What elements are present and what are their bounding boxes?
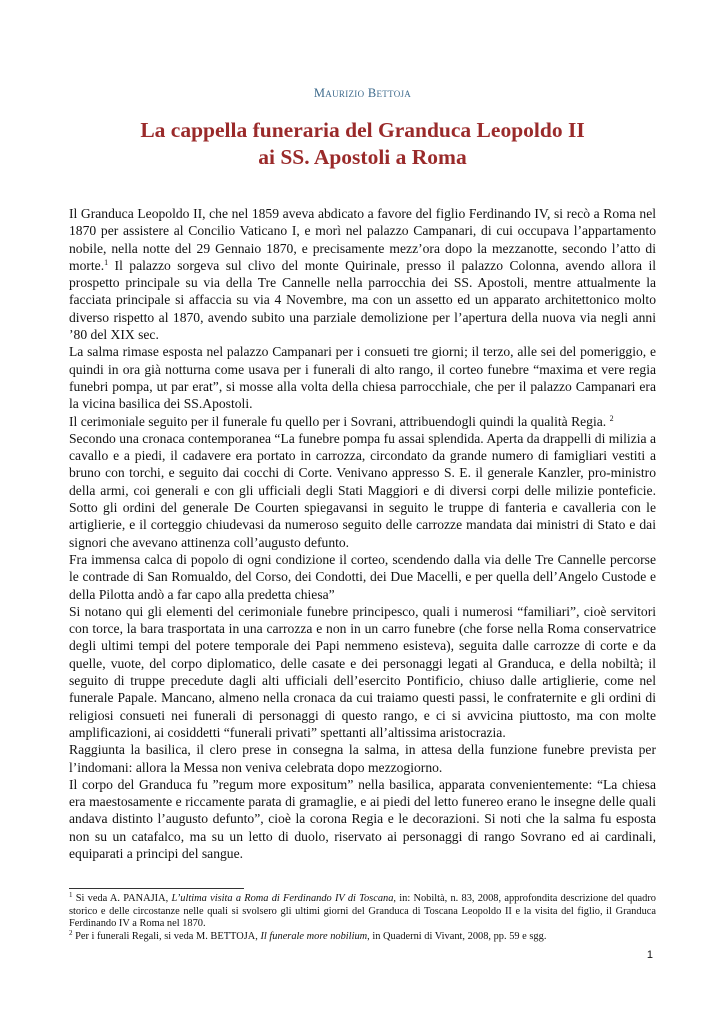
article-body	[69, 205, 656, 862]
footnote: $^2$ Per i funerali Regali, si veda M. BETTOJA, Il funerale more nobilium, in Quaderni di Vivant, 2008, pp. 59 e sgg.	[69, 928, 547, 942]
title-line-1: La cappella funeraria del Granduca Leopoldo II	[140, 118, 585, 142]
footnotes	[69, 893, 656, 943]
paragraph: La salma rimase esposta nel palazzo Campanari per i consueti tre giorni; il terzo, alle sei del pomeriggio, e quindi in ora già notturna come usava per i funerali di alto rango, il corteo funebre “maxima et vere regia funebri pompa, ut par erat”, si mosse alla volta della chiesa parrocchiale, che per il palazzo Campanari era la vicina basilica dei SS.Apostoli.	[69, 344, 656, 412]
paragraph: Si notano qui gli elementi del cerimoniale funebre principesco, quali i numerosi “familiari”, cioè servitori con torce, la bara trasportata in una carrozza e non in un carro funebre (che forse nella Roma conservatrice degli ultimi tempi del potere temporale dei Papi nemmeno esisteva), seguita dalle carrozze di corte e da quelle, vuote, del corpo diplomatico, delle casate e dei personaggi legati al Granduca, e della nobiltà; il seguito di truppe precedute dagli alti ufficiali dell’esercito Pontificio, chiuso dalle artiglierie, come nel funerale Papale. Mancano, almeno nella cronaca da cui traiamo questi passi, le confraternite e gli ordini di religiosi consueti nei funerali di personaggi di questo rango, e ci si avvicina piuttosto, ma con molte amplificazioni, ai cosiddetti “funerali privati” spettanti all’altissima aristocrazia.	[69, 603, 656, 740]
title-line-2: ai SS. Apostoli a Roma	[258, 145, 467, 169]
footnote-ref[interactable]: 2	[609, 413, 614, 423]
paragraph: Il cerimoniale seguito per il funerale fu quello per i Sovrani, attribuendogli quindi la qualità Regia. $^2$	[69, 413, 614, 429]
footnote: $^1$ Si veda A. PANAJIA, L’ultima visita a Roma di Ferdinando IV di Toscana, in: Nobiltà, n. 83, 2008, approfondita descrizione del quadro storico e delle circostanze nelle quali si svolsero gli ultimi giorni del Granduca di Toscana Leopoldo II e la visita del figlio, il Granduca Ferdinando IV a Roma nel 1870.	[69, 891, 656, 930]
paragraph: Secondo una cronaca contemporanea “La funebre pompa fu assai splendida. Aperta da drappelli di milizia a cavallo e a piedi, il cadavere era portato in carrozza, circondato da grande numero di famigliari vestiti a bruno con torchi, e seguito dai cocchi di Corte. Venivano appresso S. E. il generale Kanzler, pro-ministro della armi, coi generali e con gli ufficiali degli Stati Maggiori e di diversi corpi delle milizie ponteficie. Sotto gli ordini del generale De Courten spiegavansi in seguito le truppe di fanteria e cavalleria con le artiglierie, e il corteggio chiudevasi da numeroso seguito delle carrozze mandata dai ministri di Stato e dai signori che avevano attinenza coll’augusto defunto.	[69, 430, 656, 550]
paragraph: Raggiunta la basilica, il clero prese in consegna la salma, in attesa della funzione funebre prevista per l’indomani: allora la Messa non veniva celebrata dopo mezzogiorno.	[69, 742, 656, 775]
author-name: Maurizio Bettoja	[313, 86, 412, 100]
footnote-ref[interactable]: 1	[104, 257, 109, 267]
article-title	[60, 117, 665, 171]
page-number: 1	[646, 949, 653, 961]
paragraph: Il Granduca Leopoldo II, che nel 1859 aveva abdicato a favore del figlio Ferdinando IV, si recò a Roma nel 1870 per assistere al Concilio Vaticano I, e morì nel palazzo Campanari, di cui occupava l’appartamento nobile, nella notte del 29 Gennaio 1870, e precisamente mezz’ora dopo la mezzanotte, secondo l’atto di morte.$^1$ Il palazzo sorgeva sul clivo del monte Quirinale, presso il palazzo Colonna, avendo allora il prospetto principale su via della Tre Cannelle nella parrocchia dei SS. Apostoli, mentre attualmente la facciata principale si affaccia su via 4 Novembre, ma con un assetto ed un apparato architettonico molto diverso rispetto al 1870, avendo subito una parziale demolizione per l’apertura della nuova via negli anni ’80 del XIX sec.	[69, 206, 656, 343]
footnote-divider	[69, 888, 244, 889]
paragraph: Il corpo del Granduca fu ”regum more expositum” nella basilica, apparata convenientemente: “La chiesa era maestosamente e riccamente parata di gramaglie, e ai piedi del letto funereo erano le insegne delle quali andava distinto l’augusto defunto”, cioè la corona Regia e le decorazioni. Si noti che la salma fu esposta non su un catafalco, ma su un letto di duolo, riservato ai personaggi di rango Sovrano ed ai cardinali, equiparati a principi del sangue.	[69, 776, 656, 861]
paragraph: Fra immensa calca di popolo di ogni condizione il corteo, scendendo dalla via delle Tre Cannelle percorse le contrade di San Romualdo, del Corso, dei Condotti, dei Due Macelli, e per quella dell’Angelo Custode e della Pilotta andò a far capo alla predetta chiesa”	[69, 551, 656, 602]
